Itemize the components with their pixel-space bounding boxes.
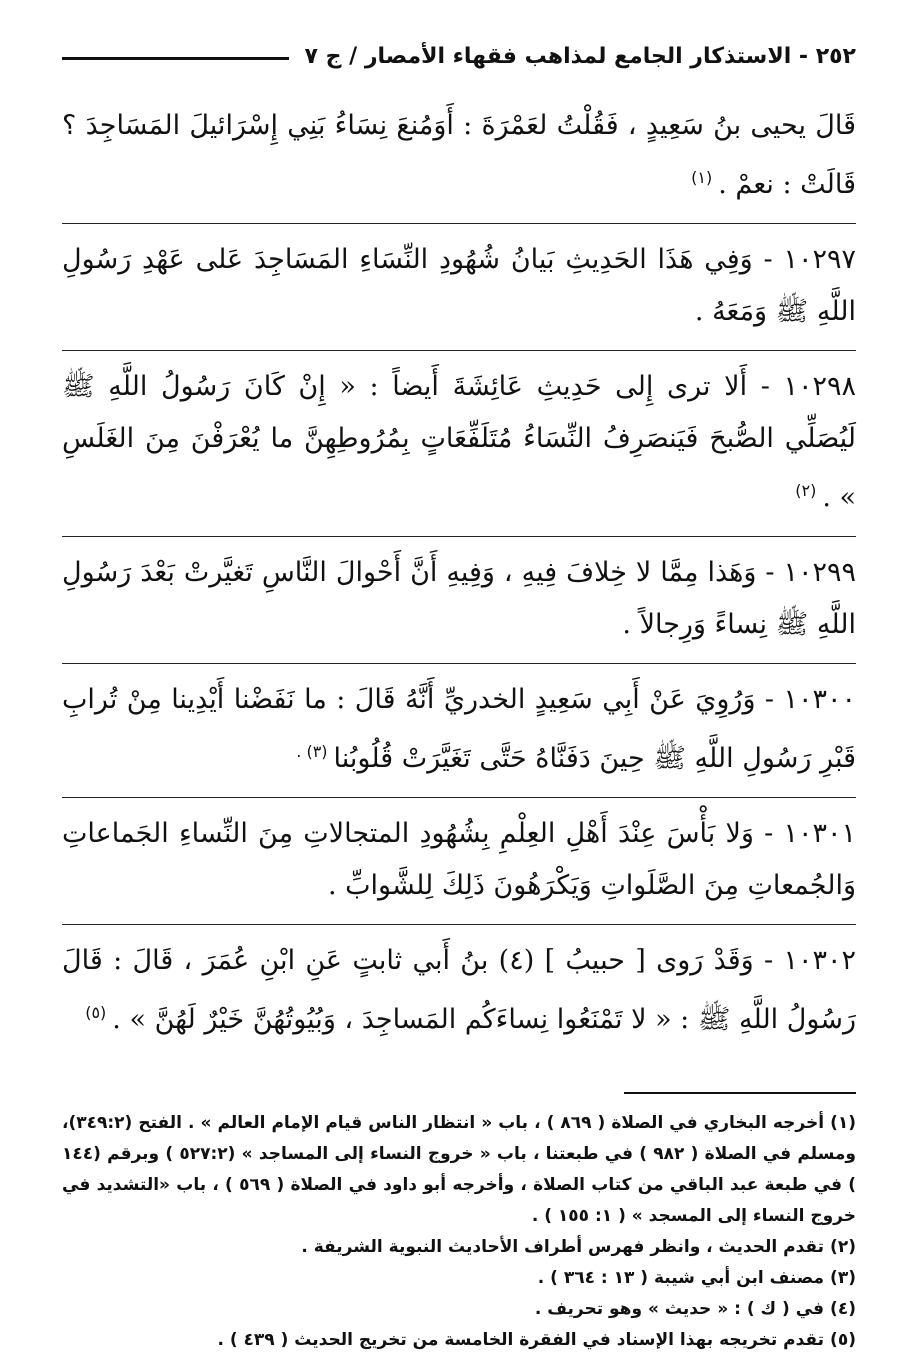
footnote-number: (٤) (830, 1299, 856, 1319)
header-rule (62, 57, 289, 60)
paragraph-10301 (62, 798, 856, 924)
paragraph-text: ١٠٢٩٩ - وَهَذا مِمَّا لا خِلافَ فِيهِ ، وَفِيهِ أَنَّ أَحْوالَ النَّاسِ تَغيَّرتْ بَعْدَ رَسُولِ اللَّهِ ﷺ نِساءً وَرِجالاً . (62, 557, 856, 640)
paragraph-10299 (62, 537, 856, 663)
footnote-1 (62, 1108, 856, 1232)
paragraph-10298 (62, 351, 856, 536)
footnote-marker: (٥) (85, 1003, 107, 1022)
footnote-text: مصنف ابن أبي شيبة ( ١٣ : ٣٦٤ ) . (537, 1268, 825, 1288)
footnotes-section (62, 1108, 856, 1356)
footnote-number: (٣) (830, 1268, 856, 1288)
paragraph-text: قَالَ يحيى بنُ سَعِيدٍ ، فَقُلْتُ لعَمْرَةَ : أَوَمُنعَ نِسَاءُ بَنِي إِسْرَائيلَ المَسَاجِدَ ؟ قَالَتْ : نعمْ . (62, 110, 856, 200)
paragraph-text: ١٠٣٠١ - وَلا بَأْسَ عِنْدَ أَهْلِ العِلْمِ بِشُهُودِ المتجالاتِ مِنَ النِّساءِ الجَماعاتِ وَالجُمعاتِ مِنَ الصَّلَواتِ وَيَكْرَهُونَ ذَلِكَ لِلشَّوابِّ . (62, 818, 856, 901)
page-header-title: ٢٥٢ - الاستذكار الجامع لمذاهب فقهاء الأمصار / ج ٧ (304, 43, 856, 69)
paragraph-10302 (62, 925, 856, 1058)
footnote-number: (٥) (830, 1330, 856, 1350)
footnote-marker: (٢) (795, 481, 817, 500)
footnote-marker: (٣) . (296, 742, 328, 761)
footnote-text: في ( ك ) : « حديث » وهو تحريف . (534, 1299, 825, 1319)
paragraph-0 (62, 78, 856, 223)
footnote-text: أخرجه البخاري في الصلاة ( ٨٦٩ ) ، باب « انتظار الناس قيام الإمام العالم » . الفتح (٣٤٩:٢)، ومسلم في الصلاة ( ٩٨٢ ) في طبعتنا ، باب « خروج النساء إلى المساجد » (٥٢٧:٢ ) وبرقم (١٤٤ ) في طبعة عبد الباقي من كتاب الصلاة ، وأخرجه أبو داود في الصلاة ( ٥٦٩ ) ، باب «التشديد في خروج النساء إلى المسجد » ( ١: ١٥٥ ) . (62, 1113, 856, 1226)
running-header (62, 34, 856, 78)
paragraph-text: ١٠٢٩٧ - وَفِي هَذَا الحَدِيثِ بَيانُ شُهُودِ النِّسَاءِ المَسَاجِدَ عَلى عَهْدِ رَسُولِ اللَّهِ ﷺ وَمَعَهُ . (62, 244, 856, 327)
footnote-number: (٢) (830, 1237, 856, 1257)
paragraph-text: ١٠٣٠٠ - وَرُوِيَ عَنْ أَبِي سَعِيدٍ الخدريِّ أَنَّهُ قَالَ : ما نَفَضْنا أَيْدِينا مِنْ تُرابِ قَبْرِ رَسُولِ اللَّهِ ﷺ حِينَ دَفَنَّاهُ حَتَّى تَغَيَّرَتْ قُلُوبُنا (62, 684, 856, 774)
footnote-rule (624, 1092, 856, 1094)
footnote-number: (١) (830, 1113, 857, 1133)
footnote-5 (62, 1325, 856, 1356)
book-page (62, 34, 856, 1356)
footnote-2 (62, 1232, 856, 1263)
footnote-marker: (١) (691, 168, 713, 187)
footnote-text: تقدم تخريجه بهذا الإسناد في الفقرة الخامسة من تخريج الحديث ( ٤٣٩ ) . (217, 1330, 825, 1350)
footnote-4 (62, 1294, 856, 1325)
paragraph-10300 (62, 664, 856, 797)
paragraph-10297 (62, 224, 856, 350)
paragraph-text: ١٠٢٩٨ - أَلا ترى إِلى حَدِيثِ عَائِشَةَ أَيضاً : « إِنْ كَانَ رَسُولُ اللَّهِ ﷺ لَيُصَلِّي الصُّبحَ فَيَنصَرِفُ النِّسَاءُ مُتَلَفِّعَاتٍ بِمُرُوطِهِنَّ ما يُعْرَفْنَ مِنَ الغَلَسِ » . (62, 371, 857, 513)
footnote-text: تقدم الحديث ، وانظر فهرس أطراف الأحاديث النبوية الشريفة . (301, 1237, 825, 1257)
paragraph-text: ١٠٣٠٢ - وَقَدْ رَوى [ حبيبُ ] (٤) بنُ أَبي ثابتٍ عَنِ ابْنِ عُمَرَ ، قَالَ : قَالَ رَسُولُ اللَّهِ ﷺ : « لا تَمْنَعُوا نِساءَكُم المَساجِدَ ، وَبُيُوتُهُنَّ خَيْرٌ لَهُنَّ » . (62, 945, 856, 1035)
footnote-3 (62, 1263, 856, 1294)
